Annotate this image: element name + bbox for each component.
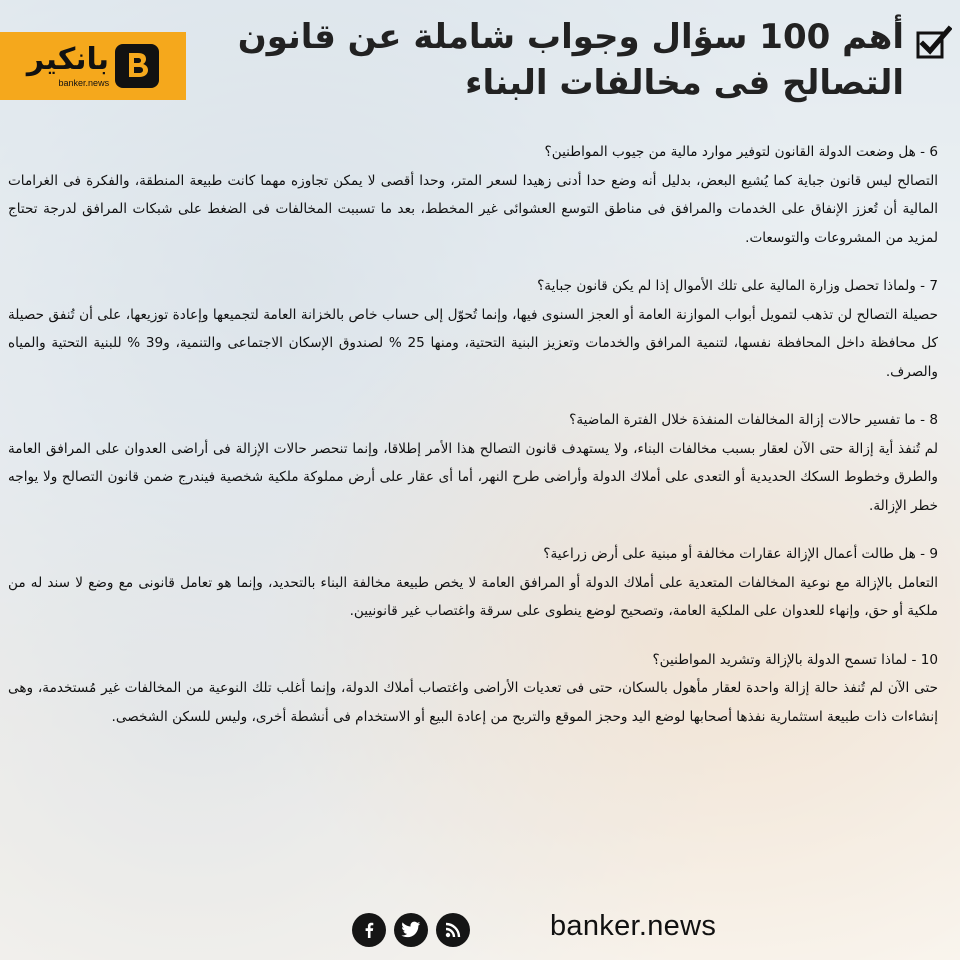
site-url[interactable]: banker.news: [550, 910, 717, 942]
logo-name: بانكير: [26, 42, 110, 77]
banker-b-logo-icon: [115, 44, 159, 88]
qa-item: [8, 138, 938, 252]
qa-item: [8, 646, 938, 732]
qa-list: [8, 138, 938, 731]
answer: لم تُنفذ أية إزالة حتى الآن لعقار بسبب مخالفات البناء، ولا يستهدف قانون التصالح هذا الأمر إطلاقا، وإنما تنحصر حالات الإزالة فى أراضى العدوان على المرافق العامة والطرق وخطوط السكك الحديدية أو التعدى على أملاك الدولة وأراضى طرح النهر، أما أى عقار على أرض مملوكة ملكية شخصية فيندرج ضمن قانون التصالح ولا يواجه خطر الإزالة.: [8, 440, 938, 514]
question: 9 - هل طالت أعمال الإزالة عقارات مخالفة أو مبنية على أرض زراعية؟: [543, 546, 938, 562]
answer: حصيلة التصالح لن تذهب لتمويل أبواب الموازنة العامة أو العجز السنوى فيها، وإنما تُحوّل إلى حساب خاص بالخزانة العامة لتجميعها وإعادة توزيعها، على أن تُنفق حصيلة كل محافظة داخل المحافظة نفسها، لتنمية المرافق والخدمات وتعزيز البنية التحتية، ومنها 25 % لصندوق الإسكان الاجتماعى والتنمية، و39 % للبنية التحتية والمياه والصرف.: [8, 306, 938, 380]
footer: [0, 900, 960, 960]
qa-item: [8, 540, 938, 626]
qa-item: [8, 272, 938, 386]
question: 6 - هل وضعت الدولة القانون لتوفير موارد مالية من جيوب المواطنين؟: [544, 144, 938, 160]
logo-domain: banker.news: [58, 78, 110, 88]
logo-content: [27, 44, 159, 88]
social-links: [352, 913, 470, 947]
qa-item: [8, 406, 938, 520]
banker-logo[interactable]: [0, 32, 186, 100]
answer: حتى الآن لم تُنفذ حالة إزالة واحدة لعقار مأهول بالسكان، حتى فى تعديات الأراضى واغتصاب أملاك الدولة، وإنما أغلب تلك النوعية من المخالفات غير مُستخدمة، وهى إنشاءات ذات طبيعة استثمارية نفذها أصحابها لوضع اليد وحجز الموقع والتربح من إعادة البيع أو الاستخدام فى أنشطة أخرى، وليس للسكن الشخصى.: [8, 680, 938, 725]
question: 8 - ما تفسير حالات إزالة المخالفات المنفذة خلال الفترة الماضية؟: [569, 412, 938, 428]
answer: التصالح ليس قانون جباية كما يُشيع البعض، بدليل أنه وضع حدا أدنى زهيدا لسعر المتر، وحدا أقصى لا يمكن تجاوزه مهما كانت طبيعة المنطقة، والفكرة فى الغرامات المالية أن تُعزز الإنفاق على الخدمات والمرافق فى مناطق التوسع العشوائى غير المخطط، بعد ما تسببت المخالفات فى الضغط على شبكات المرافق لدرجة تحتاج لمزيد من المشروعات والتوسعات.: [8, 172, 938, 246]
logo-text: [27, 44, 109, 88]
question: 7 - ولماذا تحصل وزارة المالية على تلك الأموال إذا لم يكن قانون جباية؟: [537, 278, 938, 294]
header: [0, 0, 960, 125]
facebook-icon[interactable]: [352, 913, 386, 947]
page-title: أهم 100 سؤال وجواب شاملة عن قانون التصالح فى مخالفات البناء: [237, 17, 904, 103]
question: 10 - لماذا تسمح الدولة بالإزالة وتشريد المواطنين؟: [652, 651, 938, 668]
answer: التعامل بالإزالة مع نوعية المخالفات المتعدية على أملاك الدولة أو المرافق العامة لا يخص طبيعة مخالفة البناء بالتحديد، وإنما هو تعامل قانونى مع وضع لا سند له من ملكية أو حق، وإنهاء للعدوان على الملكية العامة، وتصحيح لوضع ينطوى على سرقة واغتصاب غير قانونيين.: [8, 574, 938, 619]
checkbox-check-icon: [916, 25, 952, 61]
rss-icon[interactable]: [436, 913, 470, 947]
twitter-icon[interactable]: [394, 913, 428, 947]
